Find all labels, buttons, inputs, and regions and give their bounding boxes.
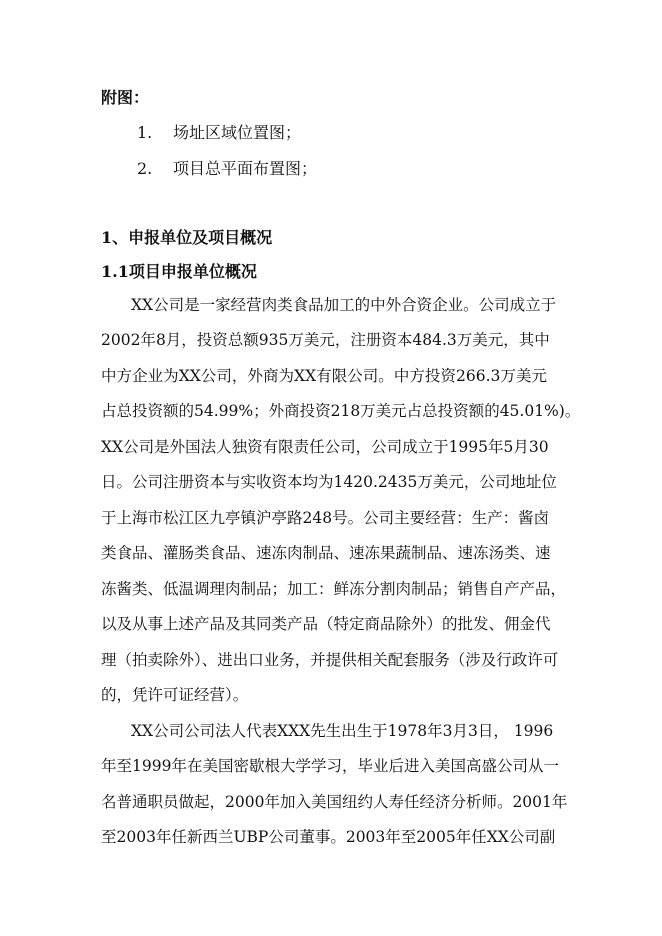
paragraph-1-line-9: 冻酱类、低温调理肉制品；加工：鲜冻分割肉制品；销售自产产品， xyxy=(101,580,567,598)
paragraph-2-line-3: 名普通职员做起，2000年加入美国纽约人寿任经济分析师。2001年 xyxy=(101,793,568,811)
paragraph-1-line-6: 日。公司注册资本与实收资本均为1420.2435万美元，公司地址位 xyxy=(101,473,557,491)
section-1-title: 1、申报单位及项目概况 xyxy=(101,228,273,247)
paragraph-1-line-12: 的，凭许可证经营）。 xyxy=(101,686,249,704)
appendix-item-1 xyxy=(137,123,301,143)
appendix-item-1-label: 场址区域位置图； xyxy=(173,123,302,142)
paragraph-1-line-5: XX公司是外国法人独资有限责任公司，公司成立于1995年5月30 xyxy=(101,438,549,456)
paragraph-1-line-2: 2002年8月，投资总额935万美元，注册资本484.3万美元，其中 xyxy=(101,331,550,349)
appendix-item-2-number: 2. xyxy=(137,159,153,178)
paragraph-1-line-1: XX公司是一家经营肉类食品加工的中外合资企业。公司成立于 xyxy=(131,296,557,314)
paragraph-1-line-3: 中方企业为XX公司，外商为XX有限公司。中方投资266.3万美元 xyxy=(101,367,547,385)
paragraph-1-line-10: 以及从事上述产品及其同类产品（特定商品除外）的批发、佣金代 xyxy=(101,615,551,633)
appendix-item-1-number: 1. xyxy=(137,123,153,142)
paragraph-2-line-2: 年至1999年在美国密歇根大学学习，毕业后进入美国高盛公司从一 xyxy=(101,757,559,775)
paragraph-1-line-7: 于上海市松江区九亭镇沪亭路248号。公司主要经营：生产：酱卤 xyxy=(101,509,550,527)
paragraph-1-line-4: 占总投资额的54.99%；外商投资218万美元占总投资额的45.01%)。 xyxy=(101,402,581,420)
paragraph-2-line-1: XX公司公司法人代表XXX先生出生于1978年3月3日， 1996 xyxy=(131,722,554,740)
paragraph-2-line-4: 至2003年任新西兰UBP公司董事。2003年至2005年任XX公司副 xyxy=(101,828,556,846)
subsection-1-1-title: 1.1项目申报单位概况 xyxy=(101,262,257,281)
paragraph-1-line-11: 理（拍卖除外）、进出口业务，并提供相关配套服务（涉及行政许可 xyxy=(101,651,559,669)
appendix-item-2-label: 项目总平面布置图； xyxy=(173,159,318,178)
appendix-title: 附图： xyxy=(101,88,150,107)
paragraph-1-line-8: 类食品、灌肠类食品、速冻肉制品、速冻果蔬制品、速冻汤类、速 xyxy=(101,544,551,562)
appendix-item-2 xyxy=(137,159,317,179)
